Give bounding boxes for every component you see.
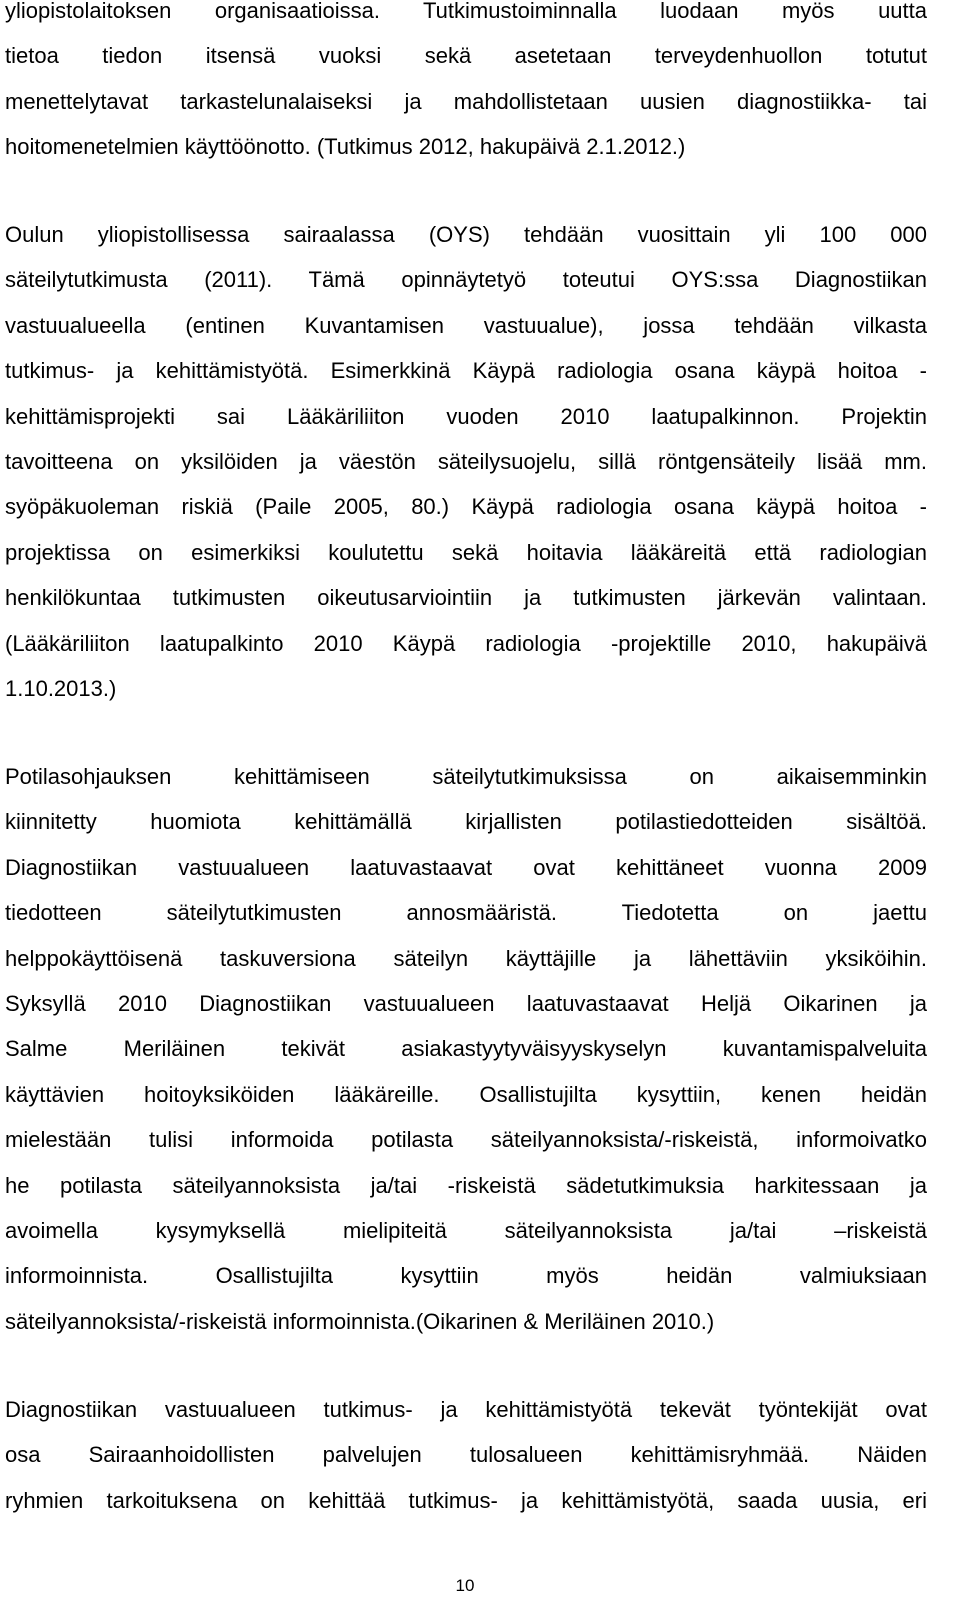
text-line: Oulun yliopistollisessa sairaalassa (OYS) tehdään vuosittain yli 100 000 <box>5 222 927 247</box>
text-line: tietoa tiedon itsensä vuoksi sekä asetetaan terveydenhuollon totutut <box>5 43 927 69</box>
text-line: (Lääkäriliiton laatupalkinto 2010 Käypä radiologia -projektille 2010, hakupäivä <box>5 630 927 656</box>
text-line: tiedotteen säteilytutkimusten annosmääristä. Tiedotetta on jaettu <box>5 900 927 926</box>
text-line: mielestään tulisi informoida potilasta säteilyannoksista/-riskeistä, informoivatko <box>5 1127 927 1153</box>
text-line: yliopistolaitoksen organisaatioissa. Tutkimustoiminnalla luodaan myös uutta <box>5 0 927 23</box>
paragraph-oys-radiology <box>5 212 927 711</box>
text-line: osa Sairaanhoidollisten palvelujen tulosalueen kehittämisryhmää. Näiden <box>5 1442 927 1468</box>
text-line: säteilyannoksista/-riskeistä informoinnista.(Oikarinen & Meriläinen 2010.) <box>5 1308 715 1334</box>
text-line: Salme Meriläinen tekivät asiakastyytyväisyyskyselyn kuvantamispalveluita <box>5 1036 927 1062</box>
page-number: 10 <box>455 1576 475 1595</box>
text-line: kehittämisprojekti sai Lääkäriliiton vuoden 2010 laatupalkinnon. Projektin <box>5 403 927 429</box>
text-line: käyttävien hoitoyksiköiden lääkäreille. Osallistujilta kysyttiin, kenen heidän <box>5 1081 927 1107</box>
paragraph-patient-guidance <box>5 754 927 1344</box>
text-line: 1.10.2013.) <box>5 676 117 702</box>
paragraph-research-activity <box>5 0 927 170</box>
text-line: avoimella kysymyksellä mielipiteitä säteilyannoksista ja/tai –riskeistä <box>5 1218 927 1244</box>
text-line: menettelytavat tarkastelunalaiseksi ja mahdollistetaan uusien diagnostiikka- tai <box>5 88 927 114</box>
text-line: syöpäkuoleman riskiä (Paile 2005, 80.) Käypä radiologia osana käypä hoitoa - <box>5 494 927 520</box>
text-line: henkilökuntaa tutkimusten oikeutusarviointiin ja tutkimusten järkevän valintaan. <box>5 585 927 611</box>
text-line: Diagnostiikan vastuualueen laatuvastaavat ovat kehittäneet vuonna 2009 <box>5 854 927 880</box>
text-line: Potilasohjauksen kehittämiseen säteilytutkimuksissa on aikaisemminkin <box>5 764 927 789</box>
text-line: ryhmien tarkoituksena on kehittää tutkimus- ja kehittämistyötä, saada uusia, eri <box>5 1487 927 1513</box>
text-line: kiinnitetty huomiota kehittämällä kirjallisten potilastiedotteiden sisältöä. <box>5 809 927 835</box>
text-line: informoinnista. Osallistujilta kysyttiin myös heidän valmiuksiaan <box>5 1263 927 1289</box>
text-line: he potilasta säteilyannoksista ja/tai -riskeistä sädetutkimuksia harkitessaan ja <box>5 1172 927 1198</box>
text-line: vastuualueella (entinen Kuvantamisen vastuualue), jossa tehdään vilkasta <box>5 312 927 338</box>
text-line: tutkimus- ja kehittämistyötä. Esimerkkinä Käypä radiologia osana käypä hoitoa - <box>5 358 927 384</box>
text-line: tavoitteena on yksilöiden ja väestön säteilysuojelu, sillä röntgensäteily lisää mm. <box>5 449 927 475</box>
text-line: helppokäyttöisenä taskuversiona säteilyn käyttäjille ja lähettäviin yksiköihin. <box>5 945 927 971</box>
text-line: projektissa on esimerkiksi koulutettu sekä hoitavia lääkäreitä että radiologian <box>5 539 927 565</box>
text-line: Diagnostiikan vastuualueen tutkimus- ja kehittämistyötä tekevät työntekijät ovat <box>5 1397 927 1422</box>
text-line: säteilytutkimusta (2011). Tämä opinnäytetyö toteutui OYS:ssa Diagnostiikan <box>5 267 927 293</box>
paragraph-development-group <box>5 1387 927 1523</box>
text-line: hoitomenetelmien käyttöönotto. (Tutkimus 2012, hakupäivä 2.1.2012.) <box>5 134 686 160</box>
text-line: Syksyllä 2010 Diagnostiikan vastuualueen laatuvastaavat Heljä Oikarinen ja <box>5 991 927 1017</box>
